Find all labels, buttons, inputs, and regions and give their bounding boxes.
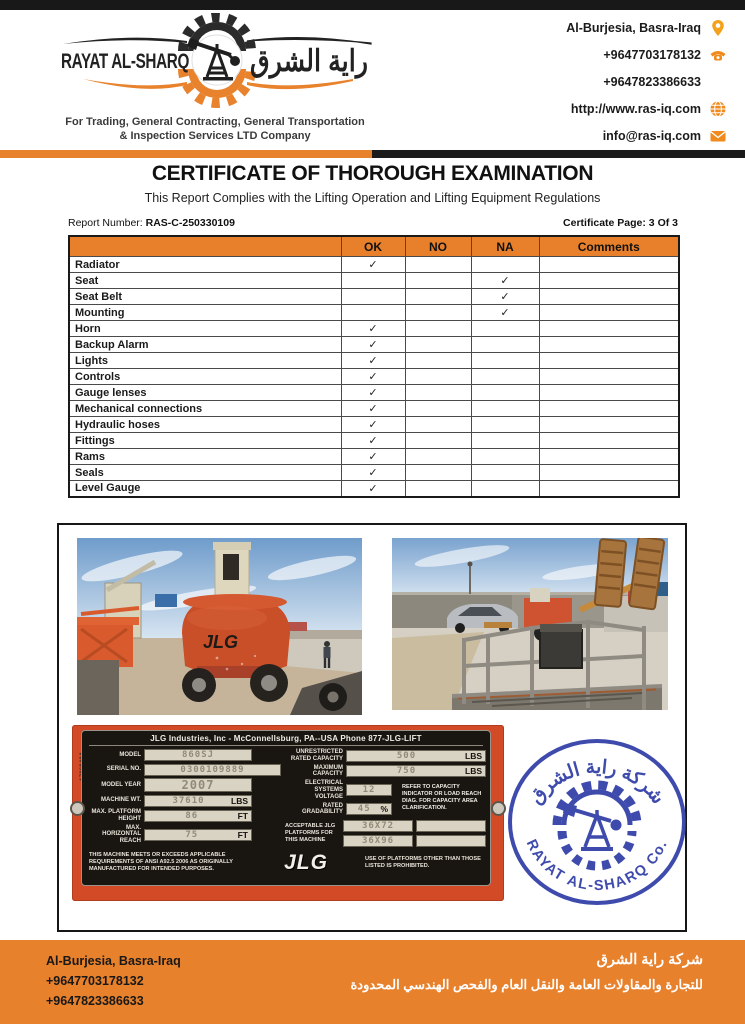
comments-cell [539, 401, 679, 417]
jlg-data-plate [72, 725, 504, 901]
footer-phone1: +9647703178132 [46, 974, 144, 988]
certificate-title: CERTIFICATE OF THOROUGH EXAMINATION [151, 162, 594, 185]
machine-wt-unit: LBS [231, 795, 248, 806]
comments-cell [539, 353, 679, 369]
checkmark-na-cell: ✓ [471, 289, 539, 305]
light-pole-top [468, 562, 473, 567]
footer-company-ar: شركة راية الشرق [596, 952, 703, 968]
checkmark-no-cell [405, 385, 471, 401]
pumpjack-base [203, 77, 233, 81]
comments-cell [539, 337, 679, 353]
company-name-en: RAYAT AL-SHARQ [61, 50, 190, 73]
checklist-item-label: Hydraulic hoses [69, 417, 341, 433]
horizontal-reach-label: MAX. HORIZONTAL REACH [102, 824, 141, 844]
checkmark-no-cell [405, 449, 471, 465]
comments-cell [539, 417, 679, 433]
checklist-item-label: Seat [69, 273, 341, 289]
checklist-item-label: Mechanical connections [69, 401, 341, 417]
horizontal-reach-value: 75 [185, 829, 199, 840]
jlg-logo: JLG [284, 850, 328, 874]
comments-cell [539, 305, 679, 321]
checklist-item-label: Level Gauge [69, 481, 341, 497]
globe-icon [709, 100, 727, 118]
checkmark-na-cell [471, 257, 539, 273]
spare-wheel-hub [328, 692, 339, 703]
machine-wt-label: MACHINE WT. [101, 797, 141, 804]
certificate-subtitle: This Report Complies with the Lifting Operation and Lifting Equipment Regulations [144, 191, 601, 205]
stamp-base [581, 847, 613, 851]
logo-swoosh-bottom-right [247, 79, 353, 89]
report-number-label: Report Number: [68, 217, 143, 229]
checkmark-na-cell [471, 417, 539, 433]
checkmark-na-cell [471, 385, 539, 401]
checklist-header-cell: NA [471, 236, 539, 257]
checkmark-ok-cell [341, 273, 405, 289]
comments-cell [539, 321, 679, 337]
table-row [69, 289, 679, 305]
checklist-header-cell: NO [405, 236, 471, 257]
checklist-item-label: Seals [69, 465, 341, 481]
contact-website-text: http://www.ras-iq.com [570, 102, 701, 116]
checkmark-no-cell [405, 401, 471, 417]
checkmark-na-cell [471, 433, 539, 449]
footer-arabic [351, 952, 704, 993]
table-row [69, 353, 679, 369]
footer-tagline-ar: للتجارة والمقاولات العامة والنقل العام والفحص الهندسي المحدودة [350, 977, 703, 992]
gradability-label: RATED GRADABILITY [302, 802, 343, 816]
platform-height-unit: FT [237, 810, 248, 821]
stamp-arabic-text: شركة راية الشرق [525, 756, 669, 809]
contact-phone2 [507, 72, 727, 92]
checklist-table [68, 235, 680, 498]
rivet-left [70, 801, 85, 816]
checklist-item-label: Horn [69, 321, 341, 337]
footer-phone2: +9647823386633 [46, 994, 144, 1008]
checklist-header-cell: Comments [539, 236, 679, 257]
checklist-item-label: Backup Alarm [69, 337, 341, 353]
checkmark-no-cell [405, 337, 471, 353]
checkmark-ok-cell: ✓ [341, 465, 405, 481]
control-box [540, 630, 582, 668]
location-pin-icon [709, 19, 727, 37]
voltage-value: 12 [362, 785, 376, 796]
checkmark-no-cell [405, 417, 471, 433]
voltage-label: ELECTRICAL SYSTEMS VOLTAGE [305, 780, 343, 800]
report-meta-line [68, 217, 678, 229]
plate-right-column [285, 749, 486, 847]
stamp-latin-text: RAYAT AL-SHARQ Co. [522, 837, 672, 895]
ansi-note: THIS MACHINE MEETS OR EXCEEDS APPLICABLE REQUIREMENTS OF ANSI A92.5 2006 AS ORIGINALLY MANUFACTURED FOR INTENDED PURPOSES. [89, 852, 233, 873]
model-label: MODEL [119, 751, 141, 758]
checkmark-ok-cell: ✓ [341, 385, 405, 401]
checkmark-na-cell: ✓ [471, 305, 539, 321]
company-logo [35, 13, 395, 109]
tagline-line2: & Inspection Services LTD Company [119, 129, 311, 142]
checklist-item-label: Radiator [69, 257, 341, 273]
checkmark-no-cell [405, 465, 471, 481]
contact-website [507, 99, 727, 119]
contact-email-text: info@ras-iq.com [602, 129, 701, 143]
serial-label: SERIAL NO. [106, 766, 141, 773]
platform-size-value: 36X72 [361, 820, 395, 831]
checklist-body [69, 257, 679, 497]
checklist-item-label: Controls [69, 369, 341, 385]
contact-address [507, 18, 727, 38]
checkmark-na-cell [471, 353, 539, 369]
comments-cell [539, 449, 679, 465]
comments-cell [539, 369, 679, 385]
comments-cell [539, 257, 679, 273]
platforms-label: ACCEPTABLE JLG PLATFORMS FOR THIS MACHINE [285, 823, 336, 843]
checkmark-ok-cell: ✓ [341, 321, 405, 337]
checklist-item-label: Rams [69, 449, 341, 465]
company-logo-block [25, 13, 405, 144]
checkmark-na-cell: ✓ [471, 273, 539, 289]
checkmark-na-cell [471, 449, 539, 465]
table-row [69, 321, 679, 337]
evidence-box [57, 523, 687, 932]
platform-size-value: 36X96 [361, 835, 395, 846]
unrestricted-value: 500 [396, 750, 417, 761]
checkmark-no-cell [405, 257, 471, 273]
checkmark-no-cell [405, 305, 471, 321]
control-box-lid [540, 624, 582, 632]
checklist-item-label: Fittings [69, 433, 341, 449]
checkmark-na-cell [471, 321, 539, 337]
checklist-header-item [69, 236, 341, 257]
report-number-value: RAS-C-250330109 [145, 217, 235, 229]
table-row [69, 369, 679, 385]
checklist-item-label: Mounting [69, 305, 341, 321]
machine-wt-value: 37610 [172, 795, 205, 806]
phone-icon [709, 46, 727, 64]
header-contacts [507, 18, 727, 153]
checkmark-na-cell [471, 337, 539, 353]
unrestricted-label: UNRESTRICTED RATED CAPACITY [290, 749, 343, 762]
platforms-grid [343, 820, 486, 847]
footer-contacts [46, 954, 181, 1014]
table-row [69, 401, 679, 417]
checkmark-na-cell [471, 481, 539, 497]
comments-cell [539, 385, 679, 401]
table-row [69, 465, 679, 481]
platform-height-value: 86 [185, 810, 199, 821]
contact-phone1 [507, 45, 727, 65]
contact-address-text: Al-Burjesia, Basra-Iraq [566, 21, 701, 35]
table-row [69, 417, 679, 433]
certificate-page: Certificate Page: 3 Of 3 [563, 217, 678, 229]
header-divider [0, 150, 745, 158]
table-row [69, 481, 679, 497]
top-black-bar [0, 0, 745, 10]
checkmark-ok-cell: ✓ [341, 337, 405, 353]
logo-swoosh-top-left [63, 38, 187, 44]
checkmark-ok-cell [341, 289, 405, 305]
checkmark-no-cell [405, 353, 471, 369]
checkmark-na-cell [471, 465, 539, 481]
checkmark-ok-cell [341, 305, 405, 321]
max-capacity-label: MAXIMUM CAPACITY [312, 764, 343, 778]
checkmark-ok-cell: ✓ [341, 257, 405, 273]
stamp-counterweight [611, 820, 622, 831]
horizontal-reach-unit: FT [237, 829, 248, 840]
checkmark-no-cell [405, 481, 471, 497]
checkmark-no-cell [405, 273, 471, 289]
checklist-header-row [69, 236, 679, 257]
envelope-icon [709, 127, 727, 145]
checklist-item-label: Seat Belt [69, 289, 341, 305]
checkmark-na-cell [471, 401, 539, 417]
photo-platform-basket [392, 538, 668, 710]
footer [0, 940, 745, 1024]
checkmark-no-cell [405, 289, 471, 305]
gradability-unit: % [380, 804, 388, 815]
comments-cell [539, 465, 679, 481]
checklist-item-label: Lights [69, 353, 341, 369]
model-year-value: 2007 [181, 778, 215, 792]
checklist-item-label: Gauge lenses [69, 385, 341, 401]
checkmark-ok-cell: ✓ [341, 481, 405, 497]
contact-phone1-text: +9647703178132 [603, 48, 701, 62]
checkmark-ok-cell: ✓ [341, 353, 405, 369]
divider-orange [0, 150, 372, 158]
checkmark-na-cell [471, 369, 539, 385]
model-value: 860SJ [181, 750, 215, 760]
model-year-label: MODEL YEAR [101, 781, 141, 788]
company-stamp [505, 737, 689, 907]
checkmark-no-cell [405, 433, 471, 449]
tagline-line1: For Trading, General Contracting, General Transportation [65, 116, 365, 128]
prohibition-note: USE OF PLATFORMS OTHER THAN THOSE LISTED IS PROHIBITED. [365, 855, 481, 869]
checkmark-ok-cell: ✓ [341, 401, 405, 417]
checklist-header-cell: OK [341, 236, 405, 257]
logo-swoosh-bottom-left [83, 79, 187, 89]
unrestricted-unit: LBS [465, 750, 482, 761]
table-row [69, 449, 679, 465]
table-row [69, 273, 679, 289]
comments-cell [539, 433, 679, 449]
gradability-value: 45 [357, 804, 371, 815]
checkmark-no-cell [405, 321, 471, 337]
table-row [69, 305, 679, 321]
report-number [68, 217, 235, 229]
pumpjack-counterweight [230, 56, 240, 66]
table-row [69, 433, 679, 449]
table-row [69, 257, 679, 273]
capacity-note: REFER TO CAPACITY INDICATOR OR LOAD REACH DIAG. FOR CAPACITY AREA CLARIFICATION. [402, 784, 482, 811]
checkmark-ok-cell: ✓ [341, 433, 405, 449]
table-row [69, 385, 679, 401]
max-capacity-value: 750 [396, 766, 417, 777]
plate-face [81, 730, 491, 886]
machine-brand-text: JLG [203, 632, 239, 652]
comments-cell [539, 289, 679, 305]
company-name-ar: راية الشرق [250, 45, 390, 78]
checkmark-ok-cell: ✓ [341, 449, 405, 465]
checkmark-ok-cell: ✓ [341, 369, 405, 385]
rivet-right [491, 801, 506, 816]
max-capacity-unit: LBS [465, 766, 482, 777]
contact-phone2-text: +9647823386633 [603, 75, 701, 89]
comments-cell [539, 273, 679, 289]
plate-left-column [89, 749, 281, 847]
checkmark-ok-cell: ✓ [341, 417, 405, 433]
logo-swoosh-top-right [247, 38, 371, 44]
serial-value: 0300109889 [180, 764, 245, 775]
footer-address: Al-Burjesia, Basra-Iraq [46, 954, 181, 968]
divider-black [372, 150, 745, 158]
platform-height-label: MAX. PLATFORM HEIGHT [91, 809, 141, 822]
photo-boom-lift [77, 538, 362, 715]
comments-cell [539, 481, 679, 497]
checkmark-no-cell [405, 369, 471, 385]
contact-email [507, 126, 727, 146]
table-row [69, 337, 679, 353]
plate-maker-line: JLG Industries, Inc - McConnellsburg, PA--USA Phone 877-JLG-LIFT [89, 734, 483, 746]
